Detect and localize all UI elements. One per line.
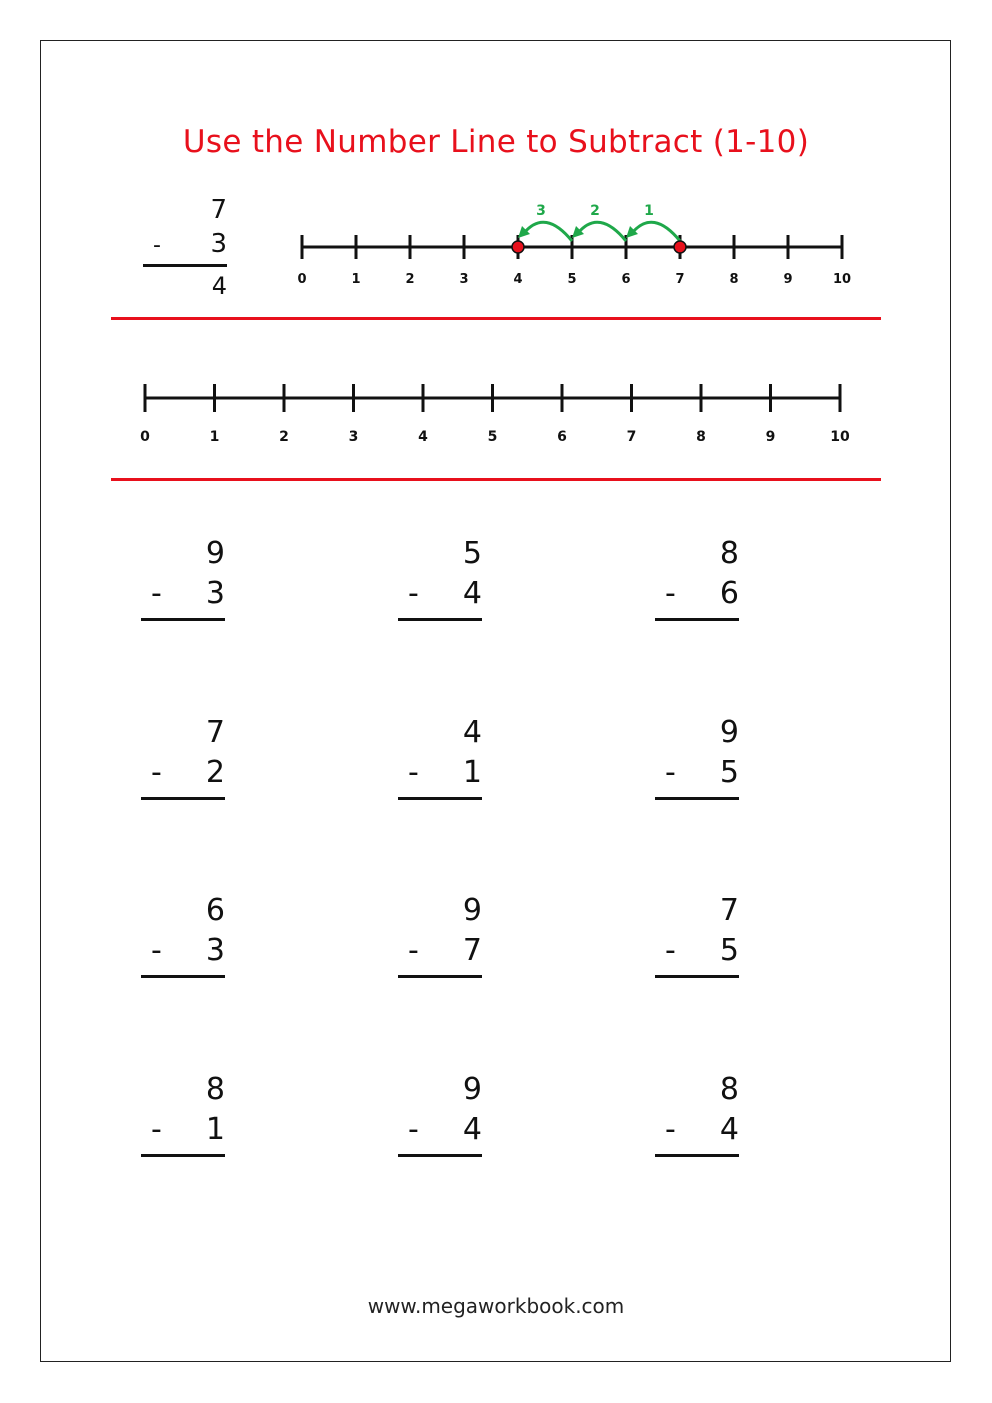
problem-bottom-number: 4	[719, 1112, 739, 1147]
problem-bottom-number: 4	[462, 576, 482, 611]
example-line-tick-label-1: 1	[351, 272, 361, 287]
subtraction-problem	[655, 536, 745, 626]
example-operator: -	[153, 233, 161, 258]
answer-line[interactable]	[398, 618, 482, 621]
problem-bottom-number: 2	[205, 755, 225, 790]
example-line-tick-label-8: 8	[729, 272, 739, 287]
problem-bottom-number: 5	[719, 755, 739, 790]
answer-line[interactable]	[655, 975, 739, 978]
answer-line[interactable]	[141, 975, 225, 978]
subtraction-problem	[141, 536, 231, 626]
subtraction-problem	[398, 893, 488, 983]
example-line-tick-label-6: 6	[621, 272, 631, 287]
blank-line-tick-label-6: 6	[557, 429, 567, 445]
answer-line[interactable]	[141, 1154, 225, 1157]
start-dot	[674, 241, 686, 253]
example-answer: 4	[211, 272, 227, 300]
hop-arrow-1	[632, 222, 680, 241]
blank-line-tick-label-2: 2	[279, 429, 289, 445]
example-line-tick-label-2: 2	[405, 272, 415, 287]
subtraction-problem	[398, 1072, 488, 1162]
blank-line-tick-label-9: 9	[765, 429, 776, 445]
hop-arrow-2	[578, 222, 626, 241]
problem-top-number: 8	[205, 1072, 225, 1107]
hop-label-3: 3	[536, 203, 546, 219]
blank-line-tick-label-1: 1	[209, 429, 220, 445]
problem-bottom-number: 6	[719, 576, 739, 611]
answer-line[interactable]	[655, 1154, 739, 1157]
end-dot	[512, 241, 524, 253]
example-top: 7	[210, 195, 227, 225]
answer-line[interactable]	[655, 618, 739, 621]
subtraction-problem	[655, 715, 745, 805]
problem-top-number: 8	[719, 536, 739, 571]
hop-arrow-3	[524, 222, 572, 241]
problem-top-number: 6	[205, 893, 225, 928]
problem-operator: -	[408, 1112, 419, 1147]
hop-label-2: 2	[590, 203, 600, 219]
blank-line-tick-label-5: 5	[487, 429, 498, 445]
problem-bottom-number: 5	[719, 933, 739, 968]
subtraction-problem	[141, 715, 231, 805]
worksheet-title: Use the Number Line to Subtract (1-10)	[182, 124, 810, 160]
problem-top-number: 4	[462, 715, 482, 750]
answer-line[interactable]	[398, 1154, 482, 1157]
problem-operator: -	[408, 933, 419, 968]
problem-top-number: 9	[462, 893, 482, 928]
subtraction-problem	[398, 715, 488, 805]
example-line-tick-label-9: 9	[783, 272, 793, 287]
problem-bottom-number: 1	[462, 755, 482, 790]
problem-bottom-number: 1	[205, 1112, 225, 1147]
example-line-tick-label-0: 0	[297, 272, 307, 287]
subtraction-problem	[141, 893, 231, 983]
problem-top-number: 9	[719, 715, 739, 750]
subtraction-problem	[398, 536, 488, 626]
problem-bottom-number: 4	[462, 1112, 482, 1147]
example-line-tick-label-5: 5	[567, 272, 577, 287]
divider-bottom	[111, 478, 881, 481]
answer-line[interactable]	[655, 797, 739, 800]
problem-operator: -	[665, 933, 676, 968]
blank-line-tick-label-3: 3	[348, 429, 359, 445]
blank-line-tick-label-0: 0	[140, 429, 150, 445]
problem-bottom-number: 3	[205, 933, 225, 968]
problem-top-number: 8	[719, 1072, 739, 1107]
problem-operator: -	[665, 1112, 676, 1147]
problem-operator: -	[151, 576, 162, 611]
subtraction-problem	[655, 1072, 745, 1162]
problem-operator: -	[665, 755, 676, 790]
example-line-tick-label-10: 10	[832, 272, 852, 287]
blank-line-tick-label-4: 4	[418, 429, 428, 445]
blank-line-tick-label-8: 8	[696, 429, 706, 445]
problem-operator: -	[151, 933, 162, 968]
problem-operator: -	[151, 1112, 162, 1147]
example-bottom: 3	[210, 229, 227, 259]
subtraction-problem	[655, 893, 745, 983]
example-line-tick-label-4: 4	[513, 272, 523, 287]
hop-label-1: 1	[644, 203, 654, 219]
problem-top-number: 7	[205, 715, 225, 750]
example-line-tick-label-3: 3	[459, 272, 469, 287]
answer-line[interactable]	[398, 975, 482, 978]
problem-bottom-number: 7	[462, 933, 482, 968]
blank-line-tick-label-10: 10	[830, 429, 850, 445]
answer-line[interactable]	[398, 797, 482, 800]
divider-top	[111, 317, 881, 320]
blank-line-tick-label-7: 7	[626, 429, 637, 445]
problem-top-number: 9	[462, 1072, 482, 1107]
number-lines	[0, 0, 992, 520]
footer-url: www.megaworkbook.com	[367, 1294, 625, 1318]
problem-operator: -	[408, 576, 419, 611]
answer-line[interactable]	[141, 618, 225, 621]
problem-top-number: 5	[462, 536, 482, 571]
problem-bottom-number: 3	[205, 576, 225, 611]
problem-operator: -	[665, 576, 676, 611]
problem-top-number: 7	[719, 893, 739, 928]
subtraction-problem	[141, 1072, 231, 1162]
answer-line[interactable]	[141, 797, 225, 800]
problem-top-number: 9	[205, 536, 225, 571]
problem-operator: -	[151, 755, 162, 790]
example-line-tick-label-7: 7	[675, 272, 685, 287]
problem-operator: -	[408, 755, 419, 790]
